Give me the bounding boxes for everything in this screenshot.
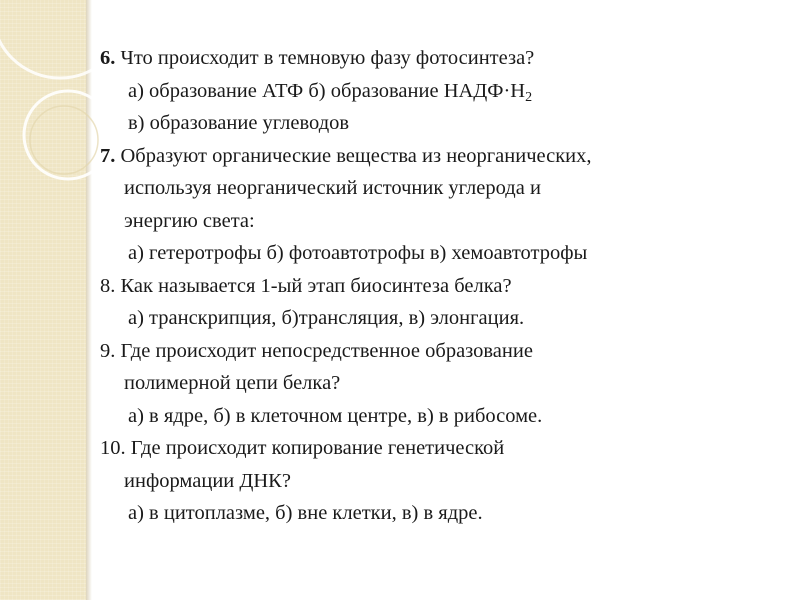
question-7 — [100, 140, 780, 173]
quiz-content — [100, 42, 780, 530]
question-6-text: Что происходит в темновую фазу фотосинтеза? — [115, 47, 535, 69]
question-6-number: 6. — [100, 47, 116, 69]
side-band-shadow — [86, 0, 92, 600]
question-6-options-text: а) образование АТФ б) образование НАДФ·Н — [128, 79, 526, 102]
decorative-side-band — [0, 0, 86, 600]
question-8-options: а) транскрипция, б)трансляция, в) элонгация. — [128, 307, 525, 329]
question-6-options-line1 — [100, 75, 780, 108]
question-6-options-line2: в) образование углеводов — [128, 112, 350, 134]
question-6-subscript: 2 — [525, 89, 533, 105]
question-10: 10. Где происходит копирование генетической — [100, 437, 505, 459]
question-9-options: а) в ядре, б) в клеточном центре, в) в рибосоме. — [128, 404, 543, 427]
question-7-text: Образуют органические вещества из неорганических, — [115, 144, 592, 167]
question-10-options: а) в цитоплазме, б) вне клетки, в) в ядре. — [128, 502, 483, 524]
question-9-text-line2: полимерной цепи белка? — [124, 372, 341, 394]
question-9: 9. Где происходит непосредственное образование — [100, 339, 533, 362]
question-7-options: а) гетеротрофы б) фотоавтотрофы в) хемоавтотрофы — [128, 242, 588, 264]
question-7-text-line2: используя неорганический источник углерода и — [124, 177, 541, 199]
question-8: 8. Как называется 1-ый этап биосинтеза белка? — [100, 274, 512, 297]
question-7-number: 7. — [100, 144, 116, 167]
question-7-text-line3: энергию света: — [124, 209, 255, 232]
question-6 — [100, 42, 780, 75]
question-10-text-line2: информации ДНК? — [124, 469, 291, 492]
